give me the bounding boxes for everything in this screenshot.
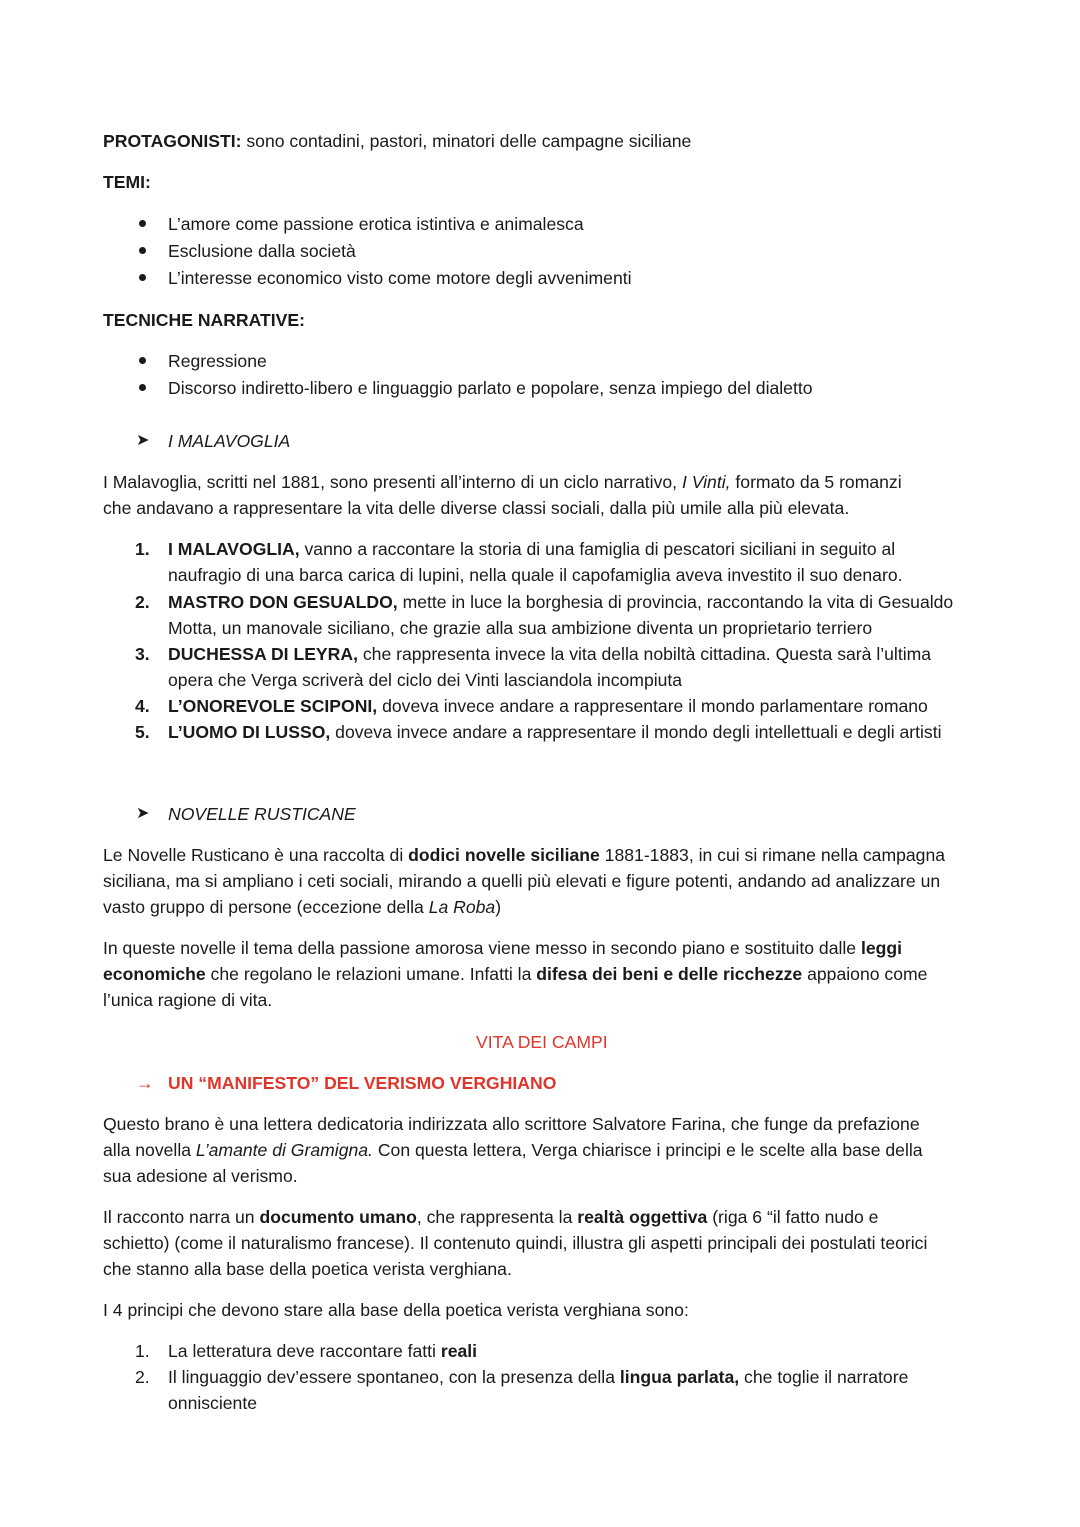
paragraph-text: alla novella: [103, 1140, 196, 1160]
tecniche-item: Regressione: [168, 351, 267, 371]
intro-text: formato da 5 romanzi: [730, 472, 902, 492]
tecniche-label: TECNICHE NARRATIVE:: [103, 310, 306, 330]
list-item-text: doveva invece andare a rappresentare il mondo parlamentare romano: [377, 696, 928, 716]
vita-p1-line1: Questo brano è una lettera dedicatoria indirizzata allo scrittore Salvatore Farina, che funge da prefazione: [103, 1114, 920, 1134]
list-item-line: naufragio di una barca carica di lupini, nella quale il capofamiglia aveva investito il suo denaro.: [168, 565, 903, 585]
vita-dei-campi-title: VITA DEI CAMPI: [476, 1032, 608, 1052]
novelle-p1-line2: siciliana, ma si ampliano i ceti sociali, mirando a quelli più elevati e figure potenti, andando ad analizzare un: [103, 871, 941, 891]
paragraph-italic: La Roba: [428, 897, 496, 917]
list-number: 2.: [135, 1367, 150, 1387]
vita-p1-line3: sua adesione al verismo.: [103, 1166, 298, 1186]
paragraph-bold: realtà oggettiva: [577, 1207, 708, 1227]
arrowhead-bullet-icon: ➤: [136, 432, 150, 449]
list-item-line: [168, 591, 953, 613]
principle-bold: lingua parlata,: [619, 1367, 740, 1387]
temi-item: L’amore come passione erotica istintiva e animalesca: [168, 214, 584, 234]
paragraph-bold: economiche: [103, 964, 206, 984]
red-arrow-icon: →: [136, 1073, 154, 1093]
list-item-title: L’UOMO DI LUSSO,: [168, 722, 331, 742]
temi-item: L’interesse economico visto come motore degli avvenimenti: [168, 268, 632, 288]
novelle-p1-line1: [103, 844, 945, 866]
protagonisti-text: sono contadini, pastori, minatori delle campagne siciliane: [241, 131, 692, 151]
paragraph-text: Con questa lettera, Verga chiarisce i principi e le scelte alla base della: [372, 1140, 923, 1160]
vita-p3: I 4 principi che devono stare alla base della poetica verista verghiana sono:: [103, 1300, 689, 1320]
temi-label: TEMI:: [103, 172, 151, 192]
principle-text: che toglie il narratore: [739, 1367, 909, 1387]
bullet-icon: [139, 247, 146, 254]
paragraph-text: appaiono come: [802, 964, 928, 984]
bullet-icon: [139, 274, 146, 281]
principle-bold: reali: [440, 1341, 478, 1361]
vita-p2-line1: [103, 1206, 878, 1228]
vita-p2-line2: schietto) (come il naturalismo francese). Il contenuto quindi, illustra gli aspetti principali dei postulati teorici: [103, 1233, 928, 1253]
paragraph-bold: difesa dei beni e delle ricchezze: [536, 964, 803, 984]
list-number: 1.: [135, 539, 150, 559]
list-number: 2.: [135, 592, 150, 612]
bullet-icon: [139, 220, 146, 227]
paragraph-text: 1881-1883, in cui si rimane nella campagna: [599, 845, 946, 865]
paragraph-text: In queste novelle il tema della passione amorosa viene messo in secondo piano e sostituito dalle: [103, 938, 861, 958]
paragraph-bold: dodici novelle siciliane: [408, 845, 600, 865]
principle-item-line2: onnisciente: [168, 1393, 258, 1413]
principle-text: Il linguaggio dev’essere spontaneo, con la presenza della: [168, 1367, 620, 1387]
malavoglia-heading: I MALAVOGLIA: [168, 431, 291, 451]
list-item-title: L’ONOREVOLE SCIPONI,: [168, 696, 378, 716]
list-number: 4.: [135, 696, 150, 716]
list-item-line: Motta, un manovale siciliano, che grazie alla sua ambizione diventa un proprietario terriero: [168, 618, 873, 638]
paragraph-text: vasto gruppo di persone (eccezione della: [103, 897, 429, 917]
paragraph-text: Il racconto narra un: [103, 1207, 260, 1227]
list-item-line: opera che Verga scriverà del ciclo dei Vinti lasciandola incompiuta: [168, 670, 683, 690]
intro-text: I Malavoglia, scritti nel 1881, sono presenti all’interno di un ciclo narrativo,: [103, 472, 682, 492]
list-item-text: vanno a raccontare la storia di una famiglia di pescatori siciliani in seguito al: [299, 539, 896, 559]
tecniche-item: Discorso indiretto-libero e linguaggio parlato e popolare, senza impiego del dialetto: [168, 378, 813, 398]
novelle-p2-line2: [103, 963, 927, 985]
malavoglia-intro-line2: che andavano a rappresentare la vita delle diverse classi sociali, dalla più umile alla più elevata.: [103, 498, 850, 518]
paragraph-text: (riga 6 “il fatto nudo e: [707, 1207, 879, 1227]
list-item-title: I MALAVOGLIA,: [168, 539, 300, 559]
list-item-text: mette in luce la borghesia di provincia, raccontando la vita di Gesualdo: [397, 592, 954, 612]
paragraph-bold: leggi: [860, 938, 903, 958]
bullet-icon: [139, 357, 146, 364]
protagonisti-label: PROTAGONISTI:: [103, 131, 242, 151]
paragraph-italic: L’amante di Gramigna.: [195, 1140, 373, 1160]
list-item-title: MASTRO DON GESUALDO,: [168, 592, 398, 612]
principle-item: [168, 1366, 908, 1388]
paragraph-text: ): [495, 897, 502, 917]
vita-p2-line3: che stanno alla base della poetica verista verghiana.: [103, 1259, 512, 1279]
paragraph-text: Le Novelle Rusticano è una raccolta di: [103, 845, 409, 865]
intro-italic: I Vinti,: [681, 472, 731, 492]
protagonisti-line: [103, 130, 691, 152]
list-number: 3.: [135, 644, 150, 664]
manifesto-subheading: UN “MANIFESTO” DEL VERISMO VERGHIANO: [168, 1073, 557, 1093]
principle-item: [168, 1340, 477, 1362]
list-item-line: [168, 721, 942, 743]
principle-text: La letteratura deve raccontare fatti: [168, 1341, 441, 1361]
list-number: 1.: [135, 1341, 150, 1361]
list-item-line: [168, 695, 928, 717]
novelle-p1-line3: [103, 896, 501, 918]
malavoglia-intro-line1: [103, 471, 902, 493]
arrowhead-bullet-icon: ➤: [136, 805, 150, 822]
list-item-text: doveva invece andare a rappresentare il mondo degli intellettuali e degli artisti: [330, 722, 942, 742]
novelle-p2-line1: [103, 937, 902, 959]
vita-p1-line2: [103, 1139, 923, 1161]
list-item-line: [168, 643, 931, 665]
list-item-line: [168, 538, 895, 560]
paragraph-text: , che rappresenta la: [416, 1207, 578, 1227]
novelle-heading: NOVELLE RUSTICANE: [168, 804, 356, 824]
paragraph-bold: documento umano: [259, 1207, 417, 1227]
list-number: 5.: [135, 722, 150, 742]
temi-item: Esclusione dalla società: [168, 241, 356, 261]
novelle-p2-line3: l’unica ragione di vita.: [103, 990, 273, 1010]
list-item-title: DUCHESSA DI LEYRA,: [168, 644, 358, 664]
list-item-text: che rappresenta invece la vita della nobiltà cittadina. Questa sarà l’ultima: [357, 644, 932, 664]
paragraph-text: che regolano le relazioni umane. Infatti la: [205, 964, 537, 984]
bullet-icon: [139, 384, 146, 391]
